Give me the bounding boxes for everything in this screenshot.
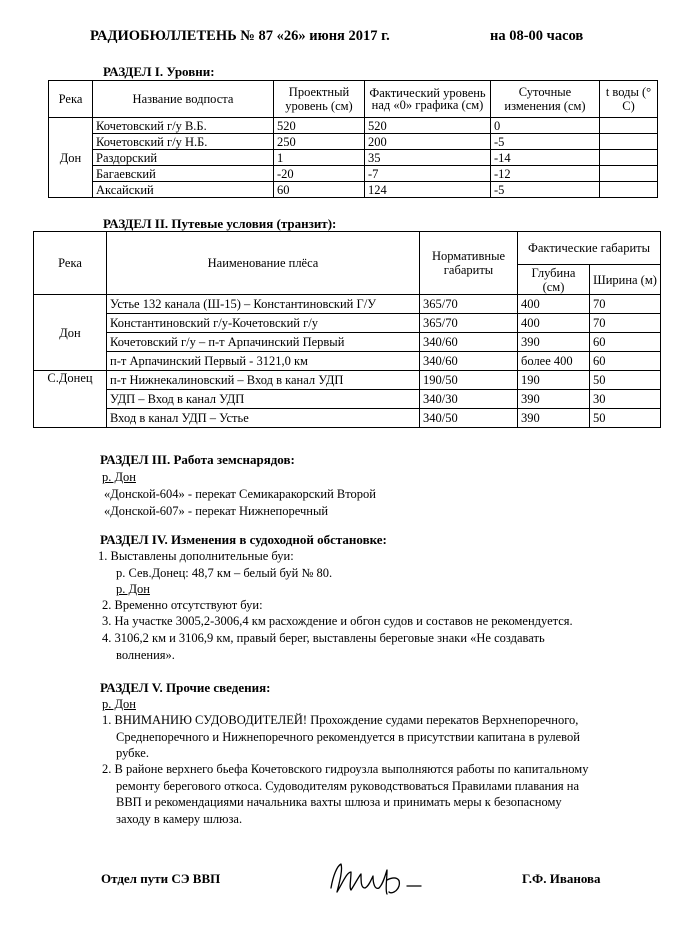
- normative-value: 340/60: [420, 352, 518, 371]
- daily-change: -5: [491, 182, 600, 198]
- section2-heading: РАЗДЕЛ II. Путевые условия (транзит):: [103, 216, 337, 231]
- reach-name: Устье 132 канала (Ш-15) – Константиновский Г/У: [107, 295, 420, 314]
- signature-image: [325, 858, 425, 900]
- col-daily-change: Суточные изменения (см): [491, 81, 600, 118]
- table-row: [49, 150, 658, 166]
- table-row: [34, 390, 661, 409]
- col-river: Река: [49, 81, 93, 118]
- transit-table: [33, 231, 661, 428]
- notice-1-cont: рубке.: [116, 746, 149, 760]
- table-row: [49, 182, 658, 198]
- notice-1: 1. ВНИМАНИЮ СУДОВОДИТЕЛЕЙ! Прохождение судами перекатов Верхнепоречного,: [102, 713, 579, 727]
- depth-value: 390: [518, 409, 590, 428]
- depth-value: 400: [518, 295, 590, 314]
- section5-river: р. Дон: [102, 697, 136, 711]
- notice-1-cont: Среднепоречного и Нижнепоречного рекомендуется в присутствии капитана в рулевой: [116, 730, 580, 744]
- water-temp: [600, 166, 658, 182]
- change-item-1-river: р. Дон: [116, 582, 150, 596]
- actual-level: 124: [365, 182, 491, 198]
- department: Отдел пути СЭ ВВП: [101, 871, 221, 886]
- bulletin-number-date: РАДИОБЮЛЛЕТЕНЬ № 87 «26» июня 2017 г.: [90, 28, 390, 44]
- width-value: 30: [590, 390, 661, 409]
- post-name: Аксайский: [93, 182, 274, 198]
- water-temp: [600, 150, 658, 166]
- bulletin-title: [90, 28, 584, 45]
- width-value: 60: [590, 333, 661, 352]
- daily-change: -12: [491, 166, 600, 182]
- post-name: Раздорский: [93, 150, 274, 166]
- table-row: [34, 295, 661, 314]
- post-name: Кочетовский г/у В.Б.: [93, 118, 274, 134]
- section3-heading: РАЗДЕЛ III. Работа земснарядов:: [100, 452, 295, 467]
- actual-level: 35: [365, 150, 491, 166]
- normative-value: 365/70: [420, 295, 518, 314]
- width-value: 70: [590, 314, 661, 333]
- river-cell: С.Донец: [34, 371, 107, 428]
- daily-change: -14: [491, 150, 600, 166]
- section3-river: р. Дон: [102, 470, 136, 484]
- levels-header-row: [49, 81, 658, 118]
- design-level: -20: [274, 166, 365, 182]
- depth-value: 390: [518, 333, 590, 352]
- normative-value: 190/50: [420, 371, 518, 390]
- width-value: 50: [590, 409, 661, 428]
- table-row: [34, 371, 661, 390]
- reach-name: п-т Нижнекалиновский – Вход в канал УДП: [107, 371, 420, 390]
- actual-level: -7: [365, 166, 491, 182]
- section4-heading: РАЗДЕЛ IV. Изменения в судоходной обстановке:: [100, 532, 387, 547]
- post-name: Кочетовский г/у Н.Б.: [93, 134, 274, 150]
- normative-value: 340/50: [420, 409, 518, 428]
- table-row: [34, 409, 661, 428]
- water-temp: [600, 118, 658, 134]
- bulletin-time: на 08-00 часов: [490, 28, 584, 44]
- design-level: 1: [274, 150, 365, 166]
- depth-value: 400: [518, 314, 590, 333]
- daily-change: -5: [491, 134, 600, 150]
- col-actual-dimensions: Фактические габариты: [518, 232, 661, 265]
- width-value: 70: [590, 295, 661, 314]
- col-normative: Нормативные габариты: [420, 232, 518, 295]
- change-item-2: 2. Временно отсутствуют буи:: [102, 598, 263, 612]
- reach-name: Вход в канал УДП – Устье: [107, 409, 420, 428]
- transit-header-row: [34, 232, 661, 265]
- notice-2-cont: ВВП и рекомендациями начальника вахты шлюза и принимать меры к безопасному: [116, 795, 562, 809]
- dredger-item: «Донской-607» - перекат Нижнепоречный: [104, 504, 329, 518]
- notice-2-cont: заходу в камеру шлюза.: [116, 812, 243, 826]
- col-water-temp: t воды (° С): [600, 81, 658, 118]
- reach-name: УДП – Вход в канал УДП: [107, 390, 420, 409]
- normative-value: 365/70: [420, 314, 518, 333]
- design-level: 520: [274, 118, 365, 134]
- normative-value: 340/60: [420, 333, 518, 352]
- section1-heading: РАЗДЕЛ I. Уровни:: [103, 64, 215, 79]
- notice-2: 2. В районе верхнего бьефа Кочетовского гидроузла выполняются работы по капитальному: [102, 762, 589, 776]
- col-depth: Глубина (см): [518, 265, 590, 295]
- table-row: [49, 134, 658, 150]
- reach-name: п-т Арпачинский Первый - 3121,0 км: [107, 352, 420, 371]
- change-item-4-cont: волнения».: [116, 648, 175, 662]
- change-item-3: 3. На участке 3005,2-3006,4 км расхождение и обгон судов и составов не рекомендуется.: [102, 614, 573, 628]
- col-width: Ширина (м): [590, 265, 661, 295]
- col-river: Река: [34, 232, 107, 295]
- water-temp: [600, 182, 658, 198]
- change-item-1: 1. Выставлены дополнительные буи:: [98, 549, 294, 563]
- normative-value: 340/30: [420, 390, 518, 409]
- river-cell: Дон: [49, 118, 93, 198]
- reach-name: Кочетовский г/у – п-т Арпачинский Первый: [107, 333, 420, 352]
- col-post-name: Название водпоста: [93, 81, 274, 118]
- section5-heading: РАЗДЕЛ V. Прочие сведения:: [100, 680, 271, 695]
- table-row: [34, 333, 661, 352]
- depth-value: более 400: [518, 352, 590, 371]
- daily-change: 0: [491, 118, 600, 134]
- width-value: 50: [590, 371, 661, 390]
- change-item-4: 4. 3106,2 км и 3106,9 км, правый берег, выставлены береговые знаки «Не создавать: [102, 631, 545, 645]
- table-row: [34, 352, 661, 371]
- levels-table: [48, 80, 658, 198]
- river-cell: Дон: [34, 295, 107, 371]
- table-row: [49, 166, 658, 182]
- table-row: [49, 118, 658, 134]
- change-item-1-detail: р. Сев.Донец: 48,7 км – белый буй № 80.: [116, 566, 333, 580]
- actual-level: 520: [365, 118, 491, 134]
- notice-2-cont: ремонту берегового откоса. Судоводителям руководствоваться Правилами плавания на: [116, 779, 580, 793]
- depth-value: 390: [518, 390, 590, 409]
- col-actual-level: Фактический уровень над «0» графика (см): [365, 81, 491, 118]
- col-reach-name: Наименование плёса: [107, 232, 420, 295]
- post-name: Багаевский: [93, 166, 274, 182]
- signatory-name: Г.Ф. Иванова: [522, 871, 601, 886]
- table-row: [34, 314, 661, 333]
- actual-level: 200: [365, 134, 491, 150]
- reach-name: Константиновский г/у-Кочетовский г/у: [107, 314, 420, 333]
- design-level: 60: [274, 182, 365, 198]
- dredger-item: «Донской-604» - перекат Семикаракорский Второй: [104, 487, 376, 501]
- water-temp: [600, 134, 658, 150]
- col-design-level: Проектный уровень (см): [274, 81, 365, 118]
- depth-value: 190: [518, 371, 590, 390]
- design-level: 250: [274, 134, 365, 150]
- width-value: 60: [590, 352, 661, 371]
